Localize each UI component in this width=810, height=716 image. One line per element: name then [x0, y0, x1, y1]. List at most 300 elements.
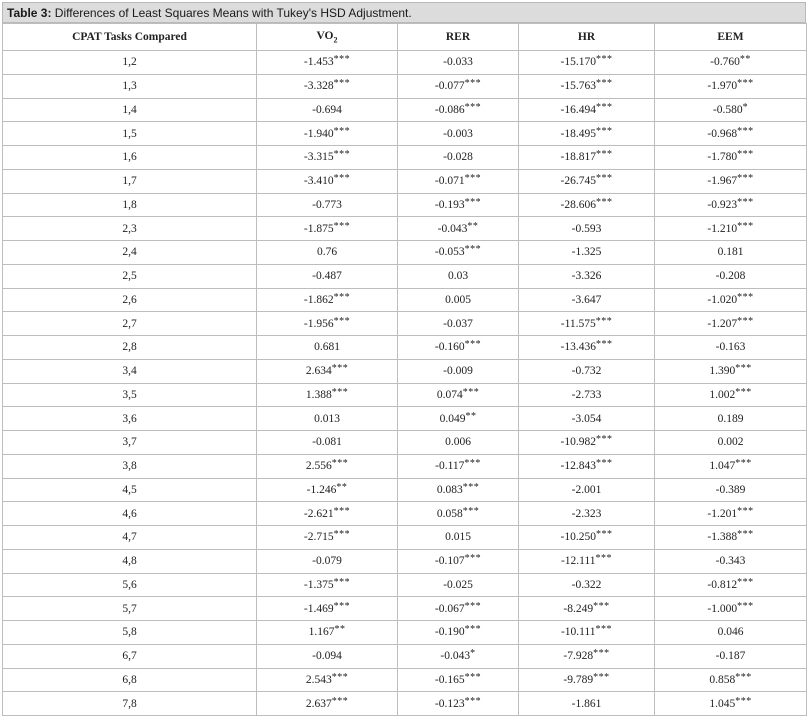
cell-vo2-value: 0.681: [314, 341, 340, 354]
cell-eem: [655, 502, 807, 526]
cell-hr: [519, 549, 655, 573]
cell-hr-value: -1.325: [571, 246, 602, 259]
cell-eem-value: 0.002: [717, 436, 744, 449]
cell-hr: [519, 264, 655, 288]
cell-rer-value: -0.117: [435, 460, 465, 473]
cell-vo2-significance: ***: [333, 600, 351, 612]
cell-hr-value: -15.170: [560, 56, 596, 69]
cell-task: 3,6: [3, 407, 257, 431]
cell-eem-significance: ***: [737, 505, 754, 517]
cell-hr-significance: ***: [593, 648, 610, 660]
header-eem: EEM: [655, 24, 807, 51]
cell-eem: [655, 359, 807, 383]
cell-rer-significance: ***: [464, 78, 482, 90]
cell-rer-significance: ***: [464, 196, 482, 208]
cell-hr: [519, 241, 655, 265]
cell-hr: [519, 383, 655, 407]
cell-vo2-value: 0.013: [314, 412, 340, 425]
cell-rer: [398, 288, 519, 312]
header-vo2-base: VO: [316, 29, 334, 42]
cell-vo2-value: 2.634: [305, 365, 332, 378]
cell-hr-value: -2.001: [571, 483, 602, 496]
cell-vo2: [257, 526, 398, 550]
cell-vo2-value: -1.940: [303, 127, 334, 140]
cell-hr: [519, 454, 655, 478]
cell-vo2-value: -3.315: [303, 151, 334, 164]
cell-hr: [519, 621, 655, 645]
cell-rer-value: -0.043: [440, 650, 471, 663]
cell-hr-value: -3.054: [571, 412, 602, 425]
cell-eem-value: -0.208: [715, 270, 746, 283]
cell-rer: [398, 407, 519, 431]
table-row: [3, 644, 807, 668]
table-row: [3, 692, 807, 716]
cell-rer: [398, 312, 519, 336]
table-row: [3, 597, 807, 621]
cell-hr-significance: ***: [595, 458, 613, 470]
cell-hr-value: -11.575: [560, 317, 596, 330]
table-row: [3, 74, 807, 98]
cell-eem: [655, 288, 807, 312]
cell-rer-value: -0.033: [443, 56, 473, 69]
cell-rer-significance: ***: [464, 553, 482, 565]
cell-vo2-significance: ***: [333, 529, 351, 541]
cell-vo2: [257, 549, 398, 573]
cell-eem-value: -0.812: [707, 578, 738, 591]
cell-vo2-value: -0.081: [312, 436, 342, 449]
cell-rer-value: -0.043: [437, 222, 468, 235]
cell-hr-significance: ***: [595, 78, 613, 90]
cell-rer: [398, 692, 519, 716]
cell-vo2-value: 2.556: [305, 460, 332, 473]
cell-vo2: [257, 241, 398, 265]
header-row: [3, 24, 807, 51]
table-row: [3, 312, 807, 336]
cell-vo2-value: 2.637: [305, 697, 332, 710]
cell-eem-value: -1.210: [707, 222, 738, 235]
cell-task: 2,3: [3, 217, 257, 241]
table-container: [2, 2, 806, 710]
table-row: [3, 217, 807, 241]
table-row: [3, 336, 807, 360]
cell-task: 3,7: [3, 431, 257, 455]
cell-hr: [519, 668, 655, 692]
cell-vo2-value: -0.773: [312, 198, 342, 211]
cell-vo2-value: 1.167: [308, 626, 335, 639]
cell-task: 4,6: [3, 502, 257, 526]
table-row: [3, 431, 807, 455]
cell-vo2-significance: ***: [333, 315, 351, 327]
header-rer: RER: [398, 24, 519, 51]
cell-eem-significance: **: [739, 54, 751, 66]
cell-rer-significance: ***: [464, 695, 482, 707]
cell-hr: [519, 526, 655, 550]
cell-vo2-value: -1.862: [303, 293, 334, 306]
cell-rer: [398, 51, 519, 75]
cell-rer: [398, 621, 519, 645]
cell-eem: [655, 526, 807, 550]
cell-eem-value: 0.046: [717, 626, 744, 639]
cell-eem: [655, 597, 807, 621]
cell-rer-value: -0.107: [434, 555, 465, 568]
cell-rer: [398, 478, 519, 502]
cell-eem-value: -0.760: [710, 56, 740, 69]
cell-eem: [655, 98, 807, 122]
header-hr: HR: [519, 24, 655, 51]
cell-vo2-value: -1.246: [306, 483, 337, 496]
cell-hr: [519, 193, 655, 217]
cell-hr-value: -8.249: [563, 602, 594, 615]
cell-rer: [398, 98, 519, 122]
cell-hr-value: -2.733: [571, 388, 602, 401]
cell-rer-significance: ***: [462, 481, 480, 493]
cell-hr-significance: ***: [593, 671, 610, 683]
cell-vo2-value: -2.621: [303, 507, 334, 520]
cell-rer-significance: ***: [464, 339, 482, 351]
cell-hr-significance: ***: [595, 624, 613, 636]
cell-vo2: [257, 359, 398, 383]
cell-eem-value: -0.187: [715, 650, 746, 663]
cell-eem-significance: *: [742, 101, 749, 113]
cell-rer: [398, 122, 519, 146]
cell-vo2-value: -1.875: [303, 222, 334, 235]
cell-eem-significance: ***: [737, 220, 754, 232]
cell-rer-significance: ***: [464, 244, 482, 256]
table-row: [3, 454, 807, 478]
cell-vo2-value: 0.76: [316, 246, 338, 259]
cell-rer-value: -0.160: [434, 341, 465, 354]
cell-vo2-significance: ***: [333, 125, 351, 137]
cell-task: 1,8: [3, 193, 257, 217]
cell-eem-significance: ***: [737, 196, 754, 208]
cell-task: 7,8: [3, 692, 257, 716]
cell-eem: [655, 264, 807, 288]
cell-eem-value: 1.045: [709, 697, 736, 710]
cell-task: 4,5: [3, 478, 257, 502]
cell-rer: [398, 502, 519, 526]
cell-hr-value: -3.326: [571, 270, 602, 283]
cell-eem: [655, 454, 807, 478]
cell-task: 1,4: [3, 98, 257, 122]
cell-vo2: [257, 122, 398, 146]
cell-rer: [398, 431, 519, 455]
cell-vo2-significance: ***: [333, 576, 351, 588]
cell-task: 3,8: [3, 454, 257, 478]
cell-rer-value: -0.071: [434, 175, 465, 188]
table-row: [3, 146, 807, 170]
cell-vo2-significance: ***: [331, 363, 349, 375]
header-vo2: [257, 24, 398, 51]
cell-vo2: [257, 454, 398, 478]
cell-eem-value: -0.580: [712, 103, 743, 116]
cell-eem: [655, 169, 807, 193]
results-table: [2, 23, 807, 716]
cell-vo2: [257, 98, 398, 122]
table-row: [3, 621, 807, 645]
cell-rer-significance: **: [465, 410, 477, 422]
table-row: [3, 383, 807, 407]
cell-hr: [519, 98, 655, 122]
cell-rer-significance: ***: [464, 600, 482, 612]
cell-rer: [398, 668, 519, 692]
cell-task: 2,4: [3, 241, 257, 265]
cell-rer-value: -0.123: [434, 697, 465, 710]
cell-vo2-significance: ***: [333, 173, 351, 185]
cell-rer-significance: ***: [464, 624, 482, 636]
cell-hr-value: -10.982: [560, 436, 596, 449]
cell-hr-value: -9.789: [563, 673, 594, 686]
cell-rer-value: 0.058: [436, 507, 463, 520]
cell-vo2-significance: ***: [333, 291, 351, 303]
cell-hr-significance: ***: [595, 434, 613, 446]
cell-eem-value: 0.181: [717, 246, 744, 259]
table-row: [3, 359, 807, 383]
cell-hr-significance: ***: [595, 101, 613, 113]
cell-vo2: [257, 668, 398, 692]
cell-eem-significance: ***: [735, 695, 752, 707]
cell-vo2-value: -1.375: [303, 578, 334, 591]
cell-vo2-value: -0.694: [312, 103, 342, 116]
cell-rer: [398, 597, 519, 621]
cell-hr-significance: ***: [593, 600, 610, 612]
cell-vo2: [257, 621, 398, 645]
cell-vo2-significance: ***: [331, 458, 349, 470]
cell-eem: [655, 217, 807, 241]
cell-eem-significance: ***: [735, 386, 752, 398]
cell-hr-value: -0.732: [571, 365, 602, 378]
cell-hr-value: -16.494: [560, 103, 596, 116]
cell-vo2-value: -0.094: [312, 650, 342, 663]
cell-rer: [398, 526, 519, 550]
cell-eem-value: -1.388: [707, 531, 738, 544]
cell-task: 5,7: [3, 597, 257, 621]
cell-hr: [519, 288, 655, 312]
cell-rer-significance: ***: [464, 671, 482, 683]
cell-eem-value: -1.000: [707, 602, 738, 615]
cell-vo2: [257, 193, 398, 217]
cell-vo2-significance: ***: [331, 695, 349, 707]
cell-hr: [519, 146, 655, 170]
cell-vo2-value: -2.715: [303, 531, 334, 544]
cell-eem-significance: ***: [735, 458, 752, 470]
cell-rer: [398, 264, 519, 288]
cell-eem: [655, 549, 807, 573]
cell-hr-value: -28.606: [560, 198, 596, 211]
cell-eem-value: -1.020: [707, 293, 738, 306]
cell-eem: [655, 312, 807, 336]
cell-rer-value: -0.009: [443, 365, 473, 378]
cell-vo2-significance: **: [334, 624, 346, 636]
cell-vo2-significance: ***: [331, 671, 349, 683]
cell-rer: [398, 383, 519, 407]
cell-rer: [398, 454, 519, 478]
cell-task: 2,5: [3, 264, 257, 288]
cell-hr: [519, 169, 655, 193]
cell-vo2-value: -3.328: [303, 80, 334, 93]
cell-hr: [519, 431, 655, 455]
table-row: [3, 478, 807, 502]
cell-hr: [519, 644, 655, 668]
cell-eem: [655, 122, 807, 146]
cell-rer: [398, 169, 519, 193]
cell-eem: [655, 407, 807, 431]
cell-rer: [398, 74, 519, 98]
cell-vo2-significance: ***: [333, 54, 351, 66]
cell-vo2: [257, 264, 398, 288]
cell-rer: [398, 336, 519, 360]
table-row: [3, 407, 807, 431]
cell-rer-value: -0.193: [434, 198, 465, 211]
cell-vo2: [257, 597, 398, 621]
cell-rer: [398, 146, 519, 170]
table-row: [3, 98, 807, 122]
cell-hr-value: -1.861: [571, 697, 602, 710]
cell-eem-value: -1.207: [707, 317, 738, 330]
cell-hr-value: -10.111: [560, 626, 596, 639]
cell-eem: [655, 573, 807, 597]
cell-hr-value: -10.250: [560, 531, 596, 544]
cell-rer-value: -0.067: [434, 602, 465, 615]
cell-rer-value: -0.077: [434, 80, 465, 93]
table-row: [3, 169, 807, 193]
cell-vo2: [257, 407, 398, 431]
cell-hr-significance: ***: [595, 149, 613, 161]
cell-eem-value: 1.390: [709, 365, 736, 378]
cell-hr: [519, 74, 655, 98]
cell-eem: [655, 336, 807, 360]
table-row: [3, 264, 807, 288]
table-row: [3, 193, 807, 217]
cell-hr: [519, 478, 655, 502]
caption-label: Table 3:: [7, 6, 52, 20]
cell-eem: [655, 241, 807, 265]
cell-rer-value: -0.086: [434, 103, 465, 116]
cell-vo2-significance: ***: [331, 386, 349, 398]
cell-task: 4,7: [3, 526, 257, 550]
table-body: [3, 51, 807, 716]
cell-hr-value: -2.323: [571, 507, 602, 520]
cell-eem-value: 0.189: [717, 412, 744, 425]
cell-hr-value: -13.436: [560, 341, 596, 354]
cell-hr-value: -26.745: [560, 175, 596, 188]
cell-vo2-value: -1.453: [303, 56, 334, 69]
cell-eem-significance: ***: [737, 315, 754, 327]
cell-rer-significance: ***: [464, 101, 482, 113]
cell-vo2: [257, 51, 398, 75]
cell-rer: [398, 549, 519, 573]
cell-hr-value: -0.593: [571, 222, 602, 235]
cell-rer: [398, 573, 519, 597]
table-row: [3, 122, 807, 146]
cell-eem-value: -0.163: [715, 341, 746, 354]
cell-hr: [519, 502, 655, 526]
cell-rer-significance: ***: [464, 458, 481, 470]
header-vo2-sub: 2: [333, 35, 338, 45]
cell-eem: [655, 146, 807, 170]
cell-rer-value: 0.006: [445, 436, 471, 449]
table-row: [3, 241, 807, 265]
cell-vo2-value: 1.388: [305, 388, 332, 401]
cell-rer: [398, 241, 519, 265]
cell-hr-significance: ***: [595, 125, 613, 137]
cell-vo2: [257, 288, 398, 312]
cell-vo2-value: 2.543: [305, 673, 332, 686]
cell-eem: [655, 478, 807, 502]
cell-hr-significance: ***: [595, 196, 613, 208]
cell-vo2-significance: ***: [333, 78, 351, 90]
cell-hr: [519, 336, 655, 360]
cell-vo2-value: -0.487: [312, 270, 342, 283]
cell-eem-value: -0.923: [707, 198, 738, 211]
cell-hr-significance: ***: [595, 315, 613, 327]
cell-rer-value: 0.015: [445, 531, 471, 544]
table-row: [3, 502, 807, 526]
cell-task: 1,6: [3, 146, 257, 170]
cell-vo2-significance: ***: [333, 220, 351, 232]
cell-task: 3,5: [3, 383, 257, 407]
cell-rer-value: -0.025: [443, 578, 473, 591]
cell-rer-significance: ***: [462, 386, 480, 398]
cell-rer-value: 0.083: [436, 483, 463, 496]
cell-hr-value: -12.111: [560, 555, 596, 568]
cell-hr: [519, 51, 655, 75]
cell-vo2: [257, 692, 398, 716]
cell-vo2: [257, 217, 398, 241]
cell-rer: [398, 217, 519, 241]
cell-task: 2,6: [3, 288, 257, 312]
cell-vo2: [257, 312, 398, 336]
cell-hr: [519, 312, 655, 336]
cell-vo2: [257, 336, 398, 360]
cell-vo2: [257, 74, 398, 98]
cell-rer-value: -0.053: [434, 246, 465, 259]
cell-task: 6,7: [3, 644, 257, 668]
cell-hr: [519, 692, 655, 716]
table-row: [3, 51, 807, 75]
table-caption: [2, 2, 806, 23]
cell-vo2: [257, 169, 398, 193]
cell-hr: [519, 407, 655, 431]
cell-vo2-significance: ***: [333, 149, 351, 161]
cell-hr-value: -18.817: [560, 151, 596, 164]
cell-vo2-value: -1.469: [303, 602, 334, 615]
cell-rer-significance: *: [470, 648, 476, 660]
cell-eem: [655, 431, 807, 455]
cell-rer-significance: ***: [462, 505, 480, 517]
cell-eem-value: -1.967: [707, 175, 738, 188]
cell-rer: [398, 193, 519, 217]
cell-eem-significance: ***: [737, 600, 754, 612]
cell-hr-significance: ***: [595, 553, 613, 565]
cell-eem-significance: ***: [735, 671, 752, 683]
cell-hr: [519, 122, 655, 146]
cell-vo2: [257, 644, 398, 668]
cell-hr-value: -15.763: [560, 80, 596, 93]
cell-task: 3,4: [3, 359, 257, 383]
cell-eem-value: 1.047: [709, 460, 736, 473]
cell-rer-significance: **: [467, 220, 479, 232]
cell-eem: [655, 74, 807, 98]
cell-eem-value: -1.201: [707, 507, 738, 520]
cell-eem-value: 0.858: [709, 673, 736, 686]
cell-rer: [398, 644, 519, 668]
cell-rer-value: -0.190: [434, 626, 465, 639]
cell-task: 1,5: [3, 122, 257, 146]
cell-task: 2,8: [3, 336, 257, 360]
cell-eem-significance: ***: [737, 291, 754, 303]
cell-task: 6,8: [3, 668, 257, 692]
cell-hr: [519, 597, 655, 621]
